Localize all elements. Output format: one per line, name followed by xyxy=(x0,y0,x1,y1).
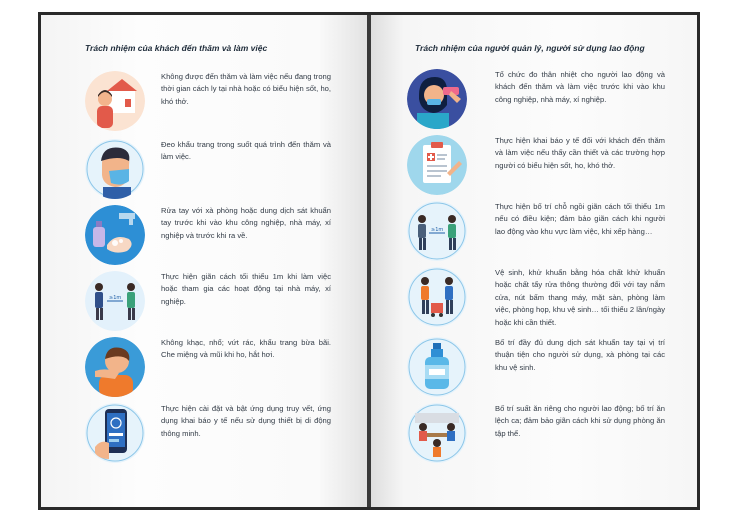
list-item xyxy=(407,135,667,197)
item-text: Tổ chức đo thân nhiệt cho người lao động và khách đến thăm và làm việc trước khi vào khu công nghiệp, nhà máy, xí nghiệp. xyxy=(495,70,665,104)
item-text: Vệ sinh, khử khuẩn bằng hóa chất khử khuẩn hoặc chất tẩy rửa thông thường đối với tay nắm cửa, nút bấm thang máy, mặt sàn, phòng làm việc, phòng họp, khu vệ sinh… tối thiểu 2 lần/ngày hoặc khi cần thiết. xyxy=(495,268,665,327)
list-item xyxy=(85,271,335,333)
item-text: Thực hiện giãn cách tối thiểu 1m khi làm việc hoặc tham gia các hoạt động tại nhà máy, xí nghiệp. xyxy=(161,272,331,306)
list-item xyxy=(407,201,667,263)
right-page-heading: Trách nhiệm của người quản lý, người sử dụng lao động xyxy=(415,43,645,53)
item-text: Thực hiện khai báo y tế đối với khách đến thăm và làm việc nếu thấy cần thiết và các trường hợp người có biểu hiện sốt, ho, khó thở. xyxy=(495,136,665,170)
face-mask-icon xyxy=(85,139,145,199)
medical-form-icon xyxy=(407,135,467,195)
item-text: Bố trí suất ăn riêng cho người lao động; bố trí ăn lệch ca; đảm bảo giãn cách khi sử dụng phòng ăn tập thể. xyxy=(495,404,665,438)
hand-washing-icon xyxy=(85,205,145,265)
list-item xyxy=(407,267,667,329)
item-text: Không khạc, nhổ; vứt rác, khẩu trang bừa bãi. Che miệng và mũi khi ho, hắt hơi. xyxy=(161,338,331,360)
svg-text:≥1m: ≥1m xyxy=(109,295,122,301)
item-text: Đeo khẩu trang trong suốt quá trình đến thăm và làm việc. xyxy=(161,140,331,162)
list-item xyxy=(85,205,335,267)
phone-app-icon xyxy=(85,403,145,463)
right-page xyxy=(371,15,697,507)
list-item xyxy=(85,403,335,465)
left-page-heading: Trách nhiệm của khách đến thăm và làm việc xyxy=(85,43,268,53)
item-text: Không được đến thăm và làm việc nếu đang trong thời gian cách ly tại nhà hoặc có biểu hiện sốt, ho, khó thở. xyxy=(161,72,331,106)
item-text: Bố trí đầy đủ dung dịch sát khuẩn tay tại vị trí thuận tiện cho người sử dụng, xà phòng tại các khu vệ sinh. xyxy=(495,338,665,372)
item-text: Thực hiện cài đặt và bật ứng dụng truy vết, ứng dụng khai báo y tế nếu sử dụng thiết bị di động thông minh. xyxy=(161,404,331,438)
list-item xyxy=(85,337,335,399)
list-item xyxy=(85,71,335,133)
disinfection-icon xyxy=(407,267,467,327)
distancing-icon xyxy=(85,271,145,331)
list-item xyxy=(85,139,335,201)
seating-distance-icon xyxy=(407,201,467,261)
list-item xyxy=(407,403,667,465)
left-page xyxy=(41,15,367,507)
list-item xyxy=(407,337,667,399)
item-text: Rửa tay với xà phòng hoặc dung dịch sát khuẩn tay trước khi vào khu công nghiệp, nhà máy, xí nghiệp và trước khi ra về. xyxy=(161,206,331,240)
cough-icon xyxy=(85,337,145,397)
stay-home-icon xyxy=(85,71,145,131)
item-text: Thực hiện bố trí chỗ ngồi giãn cách tối thiểu 1m nếu có điều kiện; đảm bảo giãn cách khi người lao động vào khu vực làm việc, khi xếp hàng… xyxy=(495,202,665,236)
temperature-check-icon xyxy=(407,69,467,129)
svg-text:≥1m: ≥1m xyxy=(431,227,444,233)
canteen-icon xyxy=(407,403,467,463)
booklet-spread xyxy=(38,12,700,510)
list-item xyxy=(407,69,667,131)
sanitizer-bottle-icon xyxy=(407,337,467,397)
